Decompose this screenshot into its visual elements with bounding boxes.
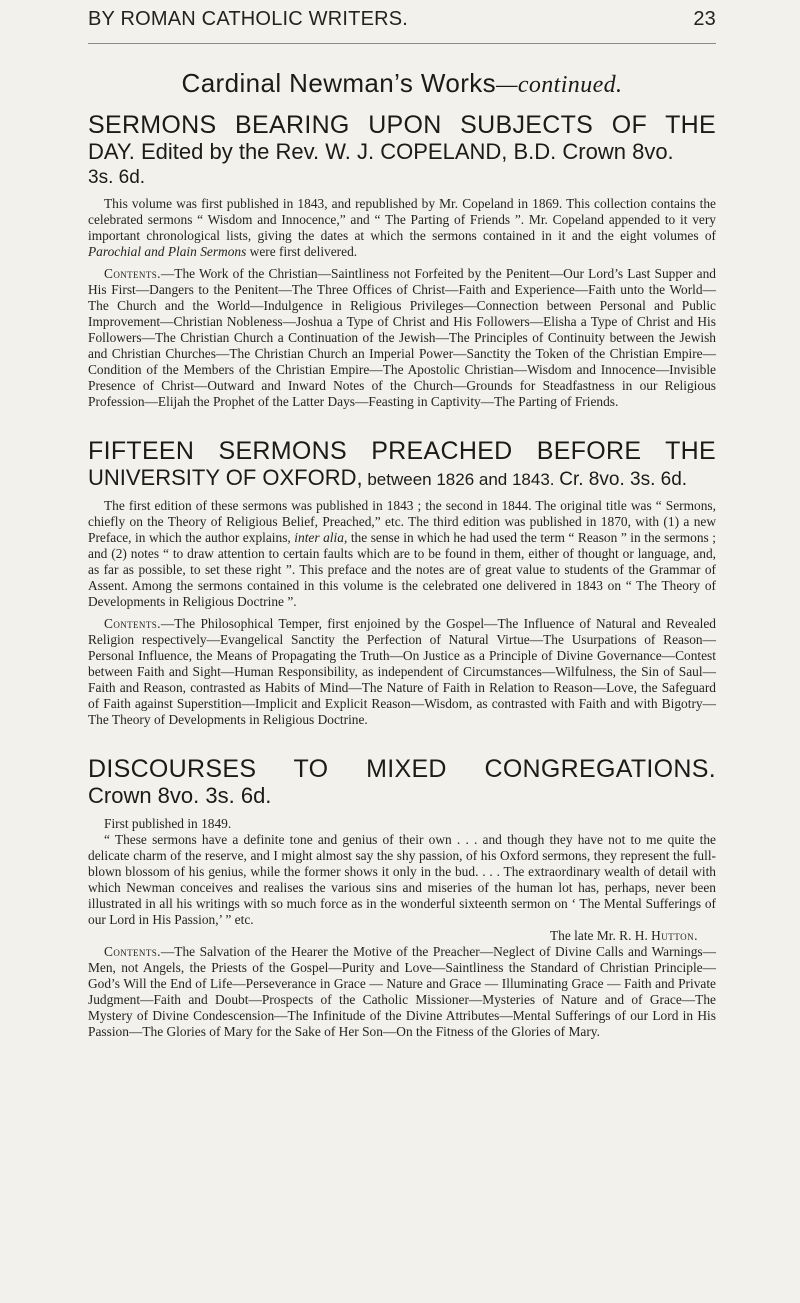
page-content [88, 68, 716, 1040]
section-heading-main: Cardinal Newman’s Works [181, 68, 497, 98]
description-italic: inter alia [294, 530, 344, 545]
book-edition-line [88, 784, 716, 810]
book-price [88, 166, 716, 190]
description-italic: Parochial and Plain Sermons [88, 244, 247, 259]
description-text: The first edition of these sermons was published in 1843 ; the second in 1844. The original title was “ Sermons, chiefly on the Theory of Religious Belief, Preached,” etc. The third edition was published in 1870, with (1) a new Preface, in which the author explains, [88, 498, 716, 545]
description-text: were first delivered. [246, 244, 358, 259]
book-entry [88, 110, 716, 410]
header-rule [88, 43, 716, 44]
book-contents [88, 944, 716, 1040]
contents-label: Contents. [104, 266, 161, 281]
running-head [88, 8, 716, 38]
contents-text: —The Salvation of the Hearer the Motive of the Preacher—Neglect of Divine Calls and Warnings—Men, not Angels, the Priests of the Gospel—Purity and Love—Saintliness the Standard of Christian Principle—God’s Will the End of Life—Perseverance in Grace — Nature and Grace — Illuminating Grace — Faith and Private Judgment—Faith and Doubt—Prospects of the Catholic Missioner—Mysteries of Nature and of Grace—The Mystery of Divine Condescension—The Infinitude of the Divine Attributes—Mental Sufferings of our Lord in His Passion—The Glories of Mary for the Sake of Her Son—On the Fitness of the Glories of Mary. [88, 944, 716, 1039]
description-text: , the sense in which he had used the term “ Reason ” in the sermons ; and (2) notes “ to draw attention to certain faults which are to be found in them, either of thought or language, and, as far as possible, to set these right ”. This preface and the notes are of great value to students of the Grammar of Assent. Among the sermons contained in this volume is the celebrated one delivered in 1843 on “ The Theory of Developments in Religious Doctrine ”. [88, 530, 716, 609]
book-edition-line [88, 140, 716, 166]
book-contents [88, 266, 716, 410]
book-price-text: 3s. 6d. [88, 167, 146, 188]
attribution-name: Hutton. [651, 928, 698, 943]
book-university: UNIVERSITY OF OXFORD, [88, 465, 363, 490]
first-published: First published in 1849. [104, 816, 232, 831]
book-title: FIFTEEN SERMONS PREACHED BEFORE THE [88, 437, 716, 465]
book-edition-line [88, 466, 716, 492]
description-text: This volume was first published in 1843, and republished by Mr. Copeland in 1869. This collection contains the celebrated sermons “ Wisdom and Innocence,” and “ The Parting of Friends ”. Mr. Copeland appended to it very important chronological lists, giving the dates at which the sermons contained in it and the eight volumes of [88, 196, 716, 243]
book-entry [88, 436, 716, 728]
book-dates: between 1826 and 1843. [362, 470, 560, 489]
book-title: SERMONS BEARING UPON SUBJECTS OF THE [88, 111, 716, 139]
book-entry [88, 754, 716, 1040]
contents-label: Contents. [104, 944, 161, 959]
book-title: DISCOURSES TO MIXED CONGREGATIONS. [88, 755, 716, 783]
book-edition: DAY. Edited by the Rev. W. J. COPELAND, B.D. Crown 8vo. [88, 139, 674, 164]
book-contents [88, 616, 716, 728]
book-description [88, 196, 716, 260]
section-heading-continued: —continued. [496, 72, 623, 98]
quote-attribution [88, 928, 716, 944]
page-number: 23 [693, 8, 716, 30]
attribution-prefix: The late Mr. R. H. [549, 928, 652, 943]
contents-text: —The Work of the Christian—Saintliness not Forfeited by the Penitent—Our Lord’s Last Supper and His First—Dangers to the Penitent—The Three Offices of Christ—Faith and Experience—Faith unto the World—The Church and the World—Indulgence in Religious Privileges—Connection between Personal and Public Improvement—Christian Nobleness—Joshua a Type of Christ and His Followers—Elisha a Type of Christ and His Followers—The Christian Church a Continuation of the Jewish—The Principles of Continuity between the Jewish and Christian Churches—The Christian Church an Imperial Power—Sanctity the Token of the Christian Empire—Condition of the Members of the Christian Empire—The Apostolic Christian—Wisdom and Innocence—Invisible Presence of Christ—Outward and Inward Notes of the Church—Grounds for Steadfastness in our Religious Profession—Elijah the Prophet of the Latter Days—Feasting in Captivity—The Parting of Friends. [88, 266, 716, 409]
running-head-title: BY ROMAN CATHOLIC WRITERS. [88, 8, 409, 30]
book-format-price: Crown 8vo. 3s. 6d. [88, 783, 272, 808]
section-heading [88, 68, 716, 100]
book-description [88, 498, 716, 610]
contents-text: —The Philosophical Temper, first enjoined by the Gospel—The Influence of Natural and Revealed Religion respectively—Evangelical Sanctity the Perfection of Natural Virtue—The Usurpations of Reason—Personal Influence, the Means of Propagating the Truth—On Justice as a Principle of Divine Governance—Contest between Faith and Sight—Human Responsibility, as independent of Circumstances—Wilfulness, the Sin of Saul—Faith and Reason, contrasted as Habits of Mind—The Nature of Faith in Relation to Reason—Love, the Safeguard of Faith against Superstition—Implicit and Explicit Reason—Wisdom, as contrasted with Faith and with Bigotry—The Theory of Developments in Religious Doctrine. [88, 616, 716, 727]
contents-label: Contents. [104, 616, 161, 631]
book-format-price: Cr. 8vo. 3s. 6d. [559, 469, 688, 490]
review-quote: “ These sermons have a definite tone and genius of their own . . . and though they have not to me quite the delicate charm of the reserve, and I might almost say the shy passion, of his Oxford sermons, they represent the full-blown blossom of his genius, while the former shows it only in the bud. . . . The extraordinary wealth of detail with which Newman conceives and realises the various sins and miseries of the human lot has, perhaps, never been illustrated in all his writings with so much force as in the wonderful sixteenth sermon on ‘ The Mental Sufferings of our Lord in His Passion,’ ” etc. [88, 832, 716, 927]
